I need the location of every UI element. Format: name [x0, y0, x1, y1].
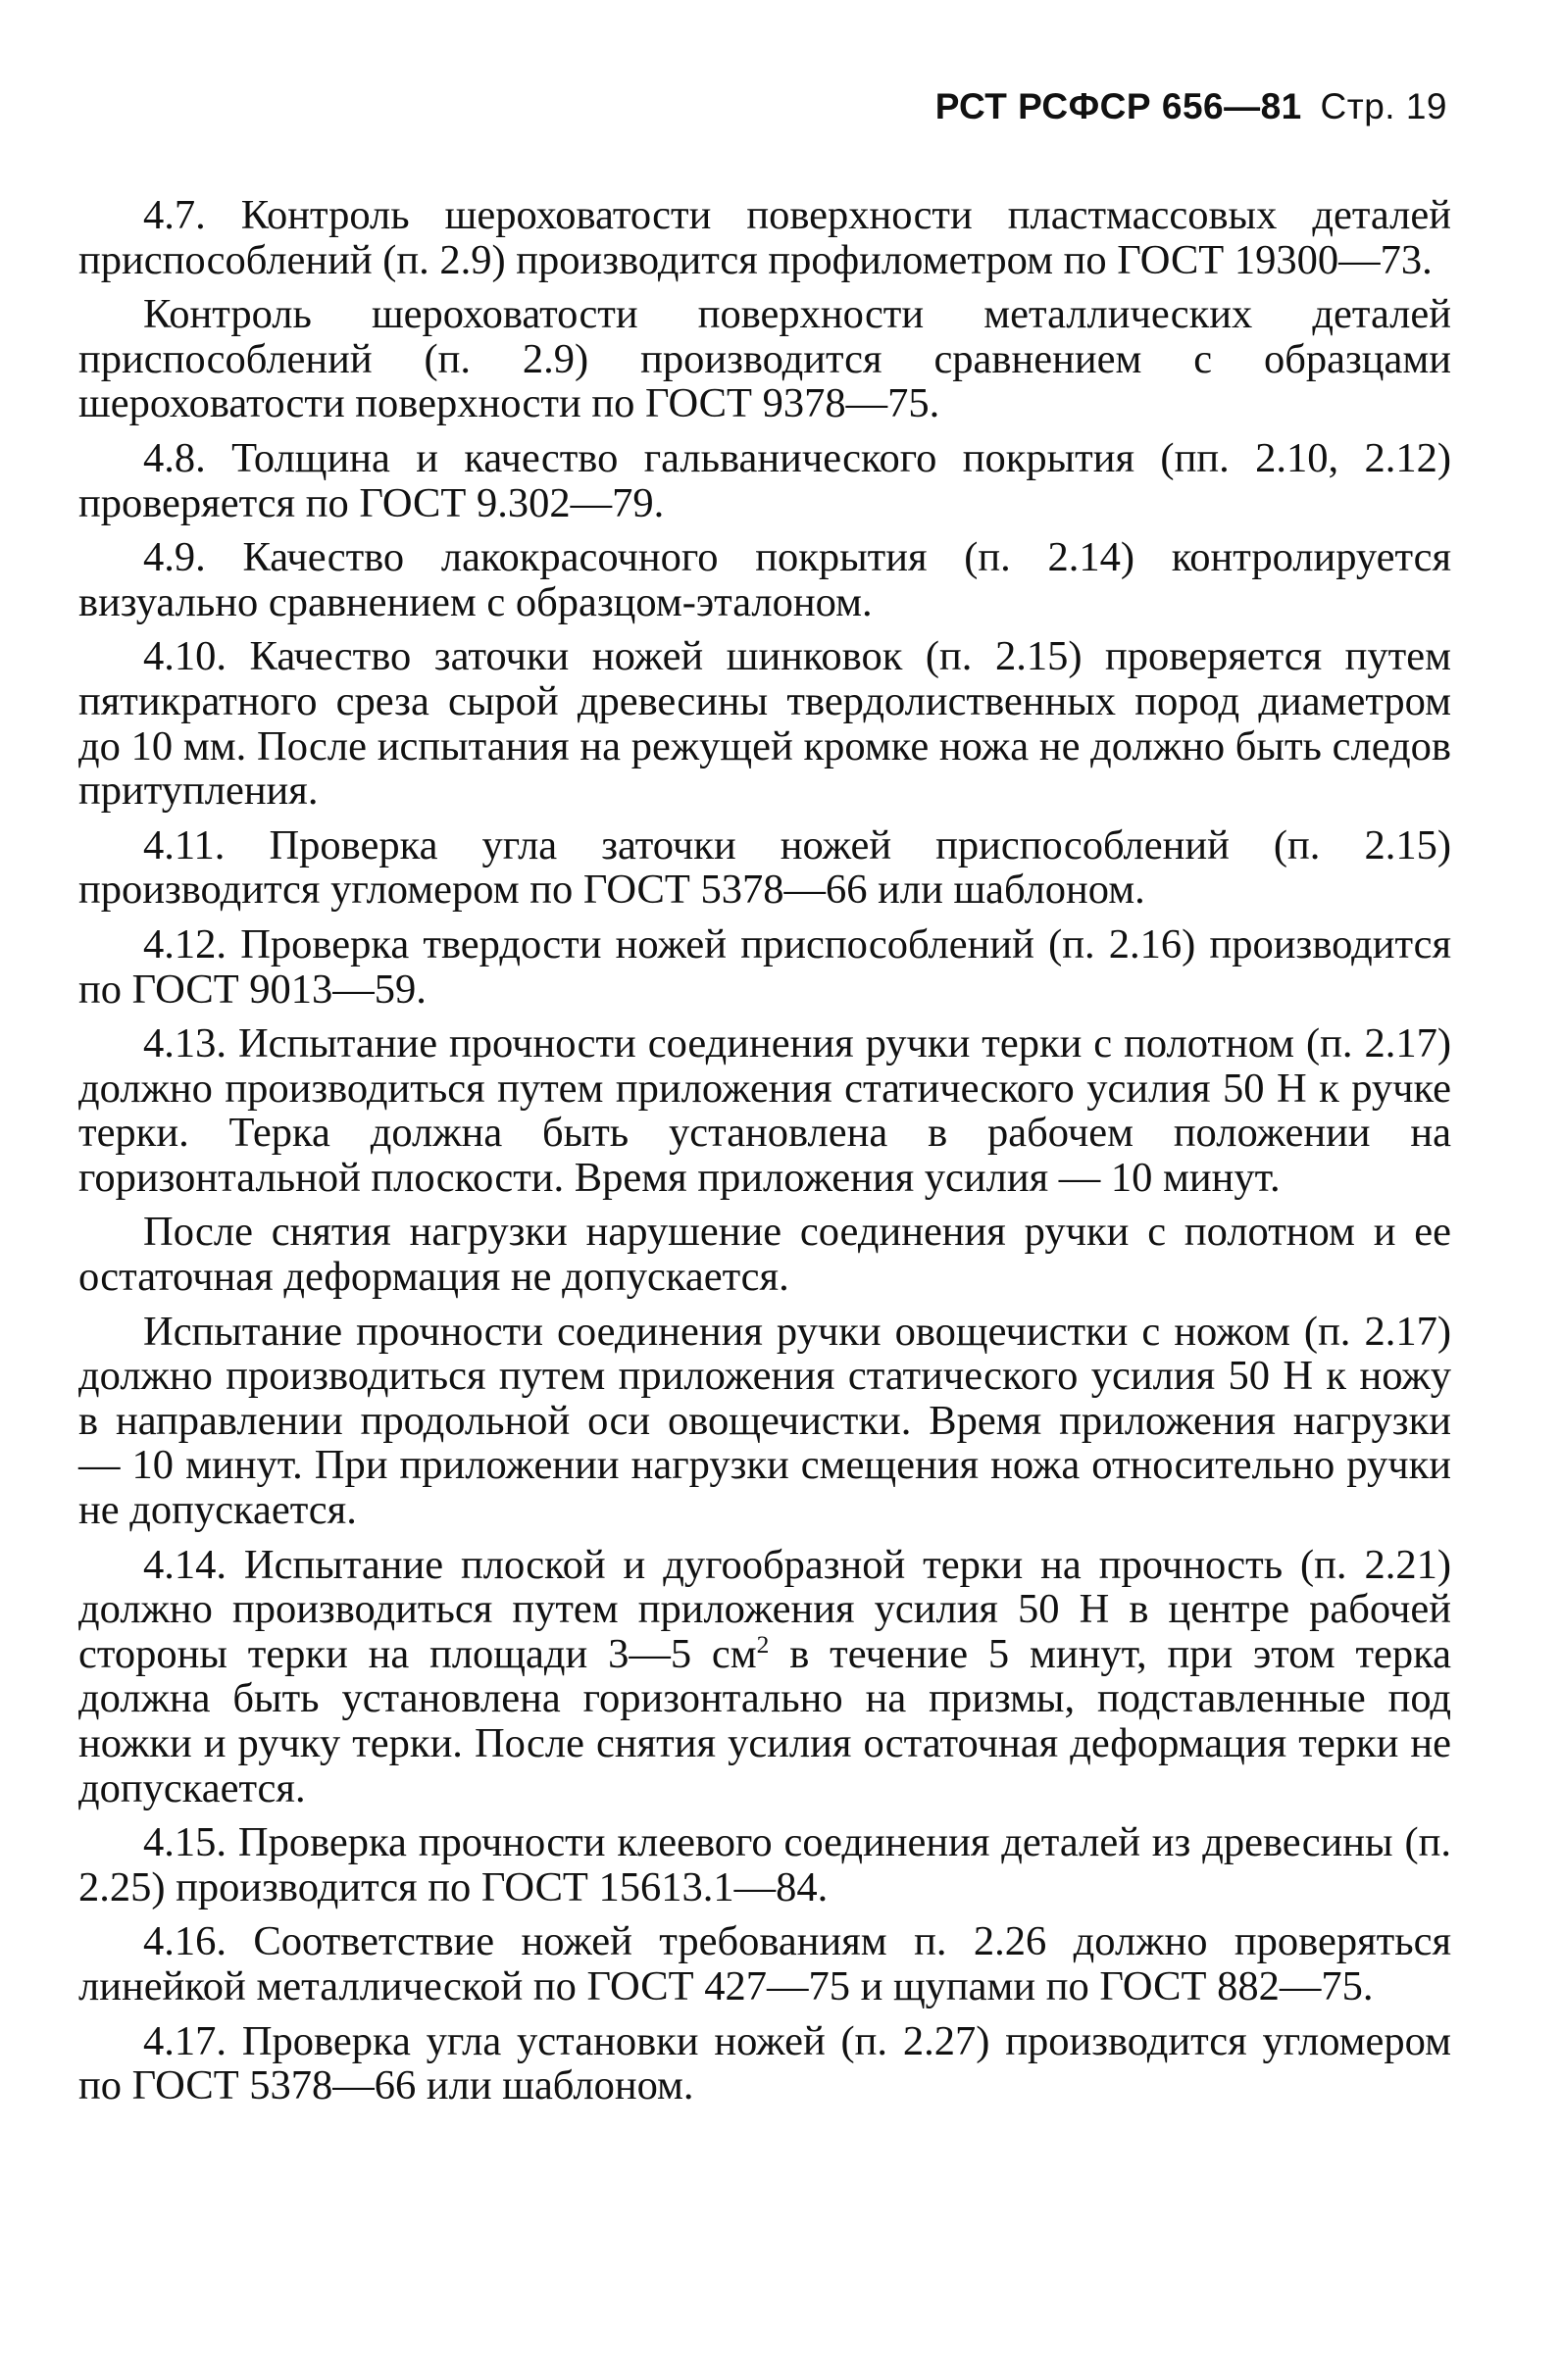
paragraph-4-9: 4.9. Качество лакокрасочного покрытия (п. 2.14) контролируется визуально сравнением с образцом-эталоном. [78, 534, 1451, 625]
paragraph-4-11: 4.11. Проверка угла заточки ножей приспособлений (п. 2.15) производится угломером по ГОСТ 5378—66 или шаблоном. [78, 821, 1451, 914]
paragraph-4-12: 4.12. Проверка твердости ножей приспособлений (п. 2.16) производится по ГОСТ 9013—59. [78, 920, 1451, 1013]
paragraph-4-10: 4.10. Качество заточки ножей шинковок (п. 2.15) проверяется путем пятикратного среза сырой древесины твердолиственных пород диаметром до 10 мм. После испытания на режущей кромке ножа не должно быть следов притупления. [78, 633, 1451, 815]
paragraph-4-7: 4.7. Контроль шероховатости поверхности пластмассовых деталей приспособлений (п. 2.9) производится профилометром по ГОСТ 19300—73. [78, 192, 1451, 283]
body-text [78, 193, 1451, 2118]
paragraph-4-13-peeler: Испытание прочности соединения ручки овощечистки с ножом (п. 2.17) должно производиться путем приложения статического усилия 50 Н к ножу в направлении продольной оси овощечистки. Время приложения нагрузки — 10 минут. При приложении нагрузки смещения ножа относительно ручки не допускается. [78, 1308, 1451, 1534]
paragraph-4-14 [78, 1543, 1451, 1811]
paragraph-4-14-text-start: 4.14. Испытание плоской и дугообразной терки на прочность (п. 2.21) должно производиться путем приложения усилия 50 Н в центре рабочей стороны терки на площади 3—5 см [78, 1541, 1451, 1677]
running-header [935, 86, 1447, 127]
standard-designation: РСТ РСФСР 656—81 [934, 86, 1302, 126]
paragraph-4-7-metal: Контроль шероховатости поверхности металлических деталей приспособлений (п. 2.9) производится сравнением с образцами шероховатости поверхности по ГОСТ 9378—75. [78, 291, 1451, 427]
paragraph-4-16: 4.16. Соответствие ножей требованиям п. 2.26 должно проверяться линейкой металлической по ГОСТ 427—75 и щупами по ГОСТ 882—75. [78, 1918, 1451, 2009]
paragraph-4-13-after-load: После снятия нагрузки нарушение соединения ручки с полотном и ее остаточная деформация не допускается. [78, 1209, 1451, 1301]
superscript-2: 2 [756, 1629, 770, 1659]
paragraph-4-13: 4.13. Испытание прочности соединения ручки терки с полотном (п. 2.17) должно производиться путем приложения статического усилия 50 Н к ручке терки. Терка должна быть установлена в рабочем положении на горизонтальной плоскости. Время приложения усилия — 10 минут. [78, 1020, 1451, 1201]
paragraph-4-14-text-end: в течение 5 минут, при этом терка должна быть установлена горизонтально на призмы, подставленные под ножки и ручку терки. После снятия усилия остаточная деформация терки не допускается. [78, 1630, 1452, 1811]
paragraph-4-15: 4.15. Проверка прочности клеевого соединения деталей из древесины (п. 2.25) производится по ГОСТ 15613.1—84. [78, 1819, 1451, 1910]
page-number: Стр. 19 [1320, 86, 1447, 126]
paragraph-4-8: 4.8. Толщина и качество гальванического покрытия (пп. 2.10, 2.12) проверяется по ГОСТ 9.302—79. [78, 434, 1451, 526]
paragraph-4-17: 4.17. Проверка угла установки ножей (п. 2.27) производится угломером по ГОСТ 5378—66 или шаблоном. [78, 2017, 1451, 2109]
